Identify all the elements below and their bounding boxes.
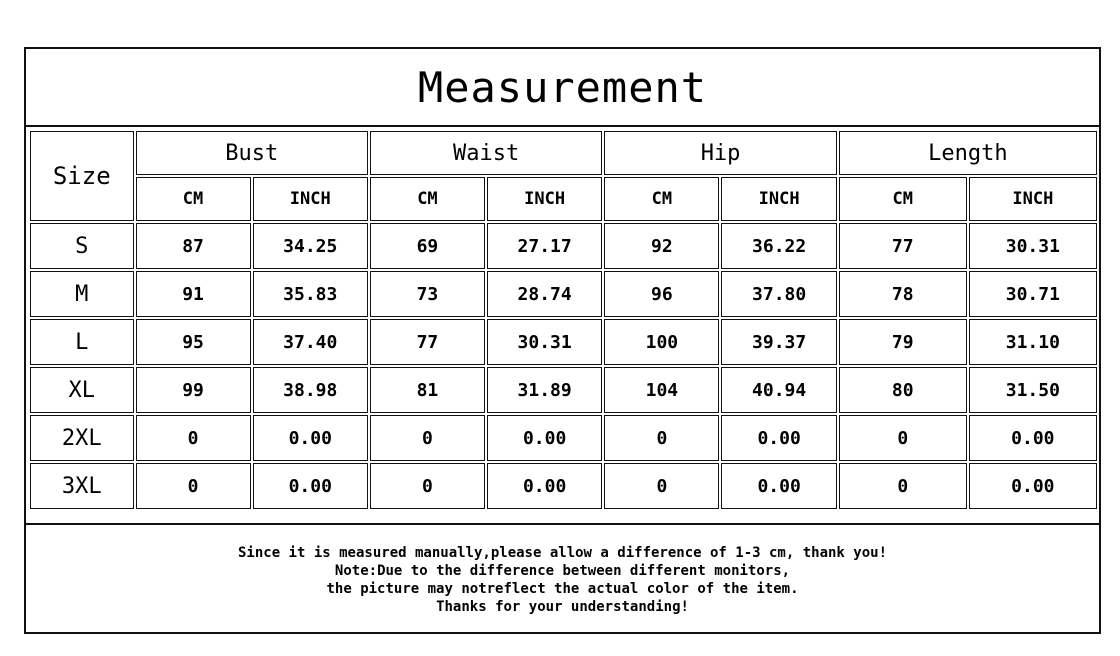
- waist-inch-cell: 31.89: [487, 367, 602, 413]
- hip-inch-cell: 40.94: [721, 367, 836, 413]
- length-inch-cell: 31.50: [969, 367, 1097, 413]
- row-size-label: L: [30, 319, 134, 365]
- unit-header-row: [30, 177, 1097, 221]
- waist-inch-cell: 28.74: [487, 271, 602, 317]
- measurement-note: [26, 523, 1099, 634]
- waist-cm-cell: 0: [370, 415, 485, 461]
- length-cm-cell: 0: [839, 415, 967, 461]
- table-row: [30, 463, 1097, 509]
- length-cm-cell: 0: [839, 463, 967, 509]
- length-cm-cell: 80: [839, 367, 967, 413]
- bust-cm-cell: 0: [136, 463, 251, 509]
- group-header-length: Length: [839, 131, 1097, 175]
- hip-cm-cell: 96: [604, 271, 719, 317]
- hip-cm-cell: 104: [604, 367, 719, 413]
- bust-inch-cell: 38.98: [253, 367, 368, 413]
- unit-header-cm: CM: [370, 177, 485, 221]
- hip-cm-cell: 100: [604, 319, 719, 365]
- hip-inch-cell: 0.00: [721, 415, 836, 461]
- length-inch-cell: 0.00: [969, 415, 1097, 461]
- length-inch-cell: 0.00: [969, 463, 1097, 509]
- bust-inch-cell: 37.40: [253, 319, 368, 365]
- waist-cm-cell: 77: [370, 319, 485, 365]
- hip-cm-cell: 0: [604, 463, 719, 509]
- size-header: Size: [30, 131, 134, 221]
- measurement-chart: [24, 47, 1101, 634]
- hip-cm-cell: 92: [604, 223, 719, 269]
- table-row: [30, 319, 1097, 365]
- hip-cm-cell: 0: [604, 415, 719, 461]
- waist-cm-cell: 0: [370, 463, 485, 509]
- row-size-label: XL: [30, 367, 134, 413]
- table-row: [30, 223, 1097, 269]
- row-size-label: S: [30, 223, 134, 269]
- unit-header-inch: INCH: [487, 177, 602, 221]
- hip-inch-cell: 36.22: [721, 223, 836, 269]
- unit-header-inch: INCH: [721, 177, 836, 221]
- waist-inch-cell: 0.00: [487, 415, 602, 461]
- unit-header-cm: CM: [136, 177, 251, 221]
- length-cm-cell: 79: [839, 319, 967, 365]
- table-row: [30, 271, 1097, 317]
- group-header-row: [30, 131, 1097, 175]
- table-row: [30, 367, 1097, 413]
- waist-cm-cell: 73: [370, 271, 485, 317]
- length-cm-cell: 77: [839, 223, 967, 269]
- unit-header-cm: CM: [839, 177, 967, 221]
- hip-inch-cell: 0.00: [721, 463, 836, 509]
- size-table: [28, 129, 1099, 511]
- waist-inch-cell: 0.00: [487, 463, 602, 509]
- waist-inch-cell: 30.31: [487, 319, 602, 365]
- waist-cm-cell: 69: [370, 223, 485, 269]
- length-inch-cell: 30.31: [969, 223, 1097, 269]
- group-header-hip: Hip: [604, 131, 837, 175]
- waist-cm-cell: 81: [370, 367, 485, 413]
- bust-inch-cell: 0.00: [253, 415, 368, 461]
- chart-title: Measurement: [26, 49, 1099, 127]
- note-line: Thanks for your understanding!: [436, 598, 689, 615]
- group-header-waist: Waist: [370, 131, 602, 175]
- bust-cm-cell: 99: [136, 367, 251, 413]
- bust-inch-cell: 0.00: [253, 463, 368, 509]
- note-line: the picture may notreflect the actual color of the item.: [326, 580, 799, 597]
- row-size-label: 2XL: [30, 415, 134, 461]
- row-size-label: M: [30, 271, 134, 317]
- length-inch-cell: 31.10: [969, 319, 1097, 365]
- bust-inch-cell: 35.83: [253, 271, 368, 317]
- note-line: Note:Due to the difference between different monitors,: [334, 562, 791, 579]
- bust-cm-cell: 95: [136, 319, 251, 365]
- unit-header-cm: CM: [604, 177, 719, 221]
- bust-cm-cell: 0: [136, 415, 251, 461]
- group-header-bust: Bust: [136, 131, 368, 175]
- length-cm-cell: 78: [839, 271, 967, 317]
- table-row: [30, 415, 1097, 461]
- length-inch-cell: 30.71: [969, 271, 1097, 317]
- bust-cm-cell: 87: [136, 223, 251, 269]
- bust-inch-cell: 34.25: [253, 223, 368, 269]
- note-line: Since it is measured manually,please allow a difference of 1-3 cm, thank you!: [237, 544, 887, 561]
- waist-inch-cell: 27.17: [487, 223, 602, 269]
- bust-cm-cell: 91: [136, 271, 251, 317]
- unit-header-inch: INCH: [253, 177, 368, 221]
- unit-header-inch: INCH: [969, 177, 1097, 221]
- row-size-label: 3XL: [30, 463, 134, 509]
- hip-inch-cell: 37.80: [721, 271, 836, 317]
- hip-inch-cell: 39.37: [721, 319, 836, 365]
